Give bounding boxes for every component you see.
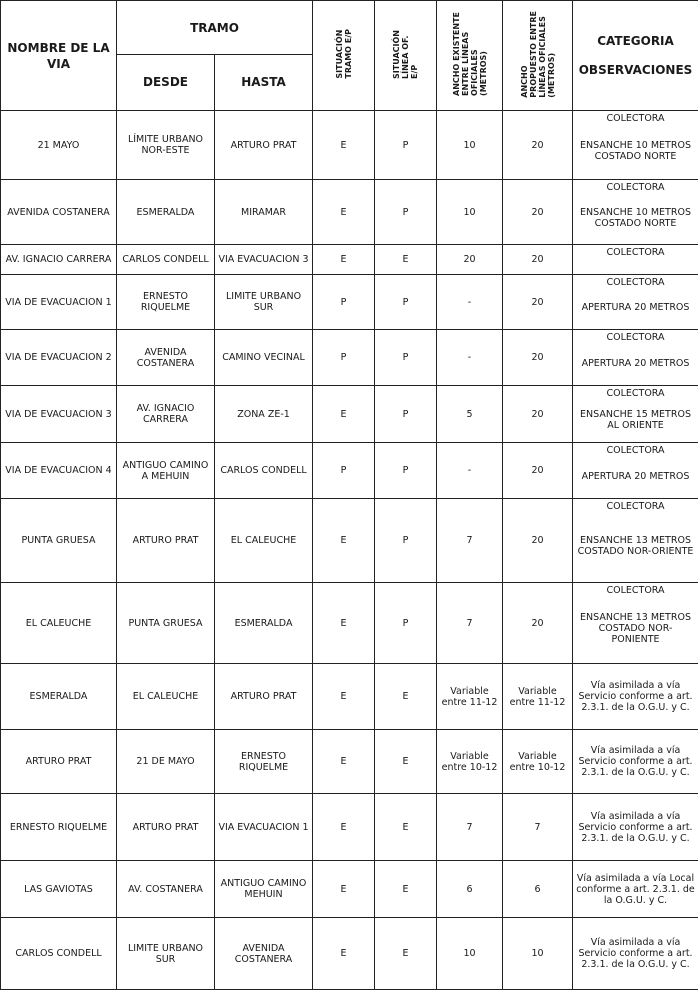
cell-hasta: ARTURO PRAT [215,664,313,730]
cell-ancho-existente: 5 [437,386,503,443]
cell-nombre: ESMERALDA [1,664,117,730]
cell-ancho-existente: 10 [437,918,503,990]
cell-situacion-tramo: E [313,180,375,245]
cell-categoria-observaciones [573,443,698,499]
cell-situacion-tramo: E [313,664,375,730]
observacion-text: ENSANCHE 15 METROS AL ORIENTE [575,409,696,431]
cell-ancho-propuesto: 20 [503,583,573,664]
categoria-label: COLECTORA [575,113,696,124]
table-row [1,330,698,386]
cell-categoria-observaciones [573,730,698,794]
observacion-text: ENSANCHE 10 METROS COSTADO NORTE [575,140,696,162]
header-situacion-tramo: SITUACIÓN TRAMO E/P [313,1,375,111]
header-tramo: TRAMO [117,1,313,55]
cell-ancho-propuesto: 20 [503,386,573,443]
observacion-text: ENSANCHE 10 METROS COSTADO NORTE [575,207,696,229]
header-categoria [573,1,698,111]
categoria-label: COLECTORA [575,501,696,512]
cell-situacion-tramo: P [313,330,375,386]
cell-ancho-existente: - [437,443,503,499]
cell-hasta: CARLOS CONDELL [215,443,313,499]
cell-hasta: VIA EVACUACION 3 [215,245,313,275]
table-row [1,386,698,443]
table-body [1,111,698,990]
cell-ancho-propuesto: 20 [503,499,573,583]
cell-desde: ESMERALDA [117,180,215,245]
cell-situacion-tramo: E [313,583,375,664]
cell-ancho-propuesto: 20 [503,443,573,499]
table-row [1,245,698,275]
cell-hasta: MIRAMAR [215,180,313,245]
cell-desde: LIMITE URBANO SUR [117,918,215,990]
cell-nombre: VIA DE EVACUACION 3 [1,386,117,443]
cell-hasta: ARTURO PRAT [215,111,313,180]
cell-ancho-propuesto: 20 [503,275,573,330]
header-situacion-linea: SITUACIÓN LÍNEA OF. E/P [375,1,437,111]
cell-ancho-existente: 7 [437,794,503,861]
categoria-label: COLECTORA [575,445,696,456]
cell-desde: ARTURO PRAT [117,794,215,861]
cell-situacion-tramo: E [313,499,375,583]
cell-ancho-propuesto: Variable entre 10-12 [503,730,573,794]
observacion-text: APERTURA 20 METROS [575,471,696,482]
cell-nombre: VIA DE EVACUACION 4 [1,443,117,499]
categoria-label: COLECTORA [575,388,696,399]
observacion-text: Vía asimilada a vía Local conforme a art. 2.3.1. de la O.G.U. y C. [575,873,696,906]
cell-situacion-linea: P [375,443,437,499]
cell-categoria-observaciones [573,386,698,443]
observacion-text: ENSANCHE 13 METROS COSTADO NOR-ORIENTE [575,535,696,557]
cell-nombre: EL CALEUCHE [1,583,117,664]
header-ancho-propuesto: ANCHO PROPUESTO ENTRE LÍNEAS OFICIALES (METROS) [503,1,573,111]
cell-ancho-existente: 10 [437,111,503,180]
table-row [1,861,698,918]
cell-ancho-existente: 6 [437,861,503,918]
cell-categoria-observaciones [573,111,698,180]
cell-hasta: ESMERALDA [215,583,313,664]
cell-ancho-propuesto: 20 [503,330,573,386]
cell-hasta: EL CALEUCHE [215,499,313,583]
cell-desde: ARTURO PRAT [117,499,215,583]
cell-desde: LÍMITE URBANO NOR-ESTE [117,111,215,180]
cell-hasta: ERNESTO RIQUELME [215,730,313,794]
categoria-label: COLECTORA [575,182,696,193]
cell-situacion-tramo: E [313,111,375,180]
cell-situacion-linea: P [375,583,437,664]
header-observaciones-label: OBSERVACIONES [575,65,696,76]
cell-ancho-propuesto: 20 [503,245,573,275]
cell-situacion-linea: E [375,730,437,794]
cell-situacion-linea: E [375,794,437,861]
cell-categoria-observaciones [573,245,698,275]
cell-nombre: 21 MAYO [1,111,117,180]
cell-desde: PUNTA GRUESA [117,583,215,664]
cell-ancho-existente: Variable entre 11-12 [437,664,503,730]
cell-desde: ANTIGUO CAMINO A MEHUIN [117,443,215,499]
cell-situacion-tramo: E [313,730,375,794]
categoria-label: COLECTORA [575,277,696,288]
cell-categoria-observaciones [573,275,698,330]
cell-categoria-observaciones [573,583,698,664]
table-row [1,443,698,499]
cell-hasta: LIMITE URBANO SUR [215,275,313,330]
cell-situacion-tramo: E [313,918,375,990]
cell-hasta: ANTIGUO CAMINO MEHUIN [215,861,313,918]
cell-nombre: ERNESTO RIQUELME [1,794,117,861]
cell-situacion-tramo: P [313,275,375,330]
observacion-text: ENSANCHE 13 METROS COSTADO NOR-PONIENTE [575,612,696,645]
cell-categoria-observaciones [573,918,698,990]
header-desde: DESDE [117,55,215,111]
cell-ancho-existente: 10 [437,180,503,245]
table-row [1,664,698,730]
cell-desde: AV. IGNACIO CARRERA [117,386,215,443]
cell-situacion-linea: E [375,245,437,275]
observacion-text: APERTURA 20 METROS [575,302,696,313]
cell-ancho-existente: 7 [437,583,503,664]
categoria-label: COLECTORA [575,332,696,343]
cell-hasta: CAMINO VECINAL [215,330,313,386]
table-row [1,583,698,664]
categoria-label: COLECTORA [575,247,696,258]
table-row [1,918,698,990]
cell-nombre: VIA DE EVACUACION 2 [1,330,117,386]
cell-situacion-linea: P [375,386,437,443]
cell-nombre: CARLOS CONDELL [1,918,117,990]
cell-ancho-propuesto: 7 [503,794,573,861]
cell-ancho-propuesto: 6 [503,861,573,918]
cell-nombre: ARTURO PRAT [1,730,117,794]
cell-desde: ERNESTO RIQUELME [117,275,215,330]
cell-ancho-propuesto: Variable entre 11-12 [503,664,573,730]
cell-nombre: PUNTA GRUESA [1,499,117,583]
cell-categoria-observaciones [573,330,698,386]
observacion-text: Vía asimilada a vía Servicio conforme a art. 2.3.1. de la O.G.U. y C. [575,680,696,713]
cell-situacion-linea: E [375,664,437,730]
table-row [1,499,698,583]
observacion-text: Vía asimilada a vía Servicio conforme a art. 2.3.1. de la O.G.U. y C. [575,745,696,778]
cell-situacion-tramo: E [313,386,375,443]
cell-nombre: AVENIDA COSTANERA [1,180,117,245]
observacion-text: Vía asimilada a vía Servicio conforme a art. 2.3.1. de la O.G.U. y C. [575,937,696,970]
table-row [1,730,698,794]
cell-hasta: AVENIDA COSTANERA [215,918,313,990]
cell-nombre: LAS GAVIOTAS [1,861,117,918]
cell-situacion-tramo: E [313,794,375,861]
cell-desde: AV. COSTANERA [117,861,215,918]
cell-nombre: VIA DE EVACUACION 1 [1,275,117,330]
cell-ancho-propuesto: 10 [503,918,573,990]
cell-nombre: AV. IGNACIO CARRERA [1,245,117,275]
cell-categoria-observaciones [573,180,698,245]
cell-desde: EL CALEUCHE [117,664,215,730]
observacion-text: Vía asimilada a vía Servicio conforme a art. 2.3.1. de la O.G.U. y C. [575,811,696,844]
cell-situacion-linea: P [375,111,437,180]
table-row [1,111,698,180]
table-row [1,794,698,861]
cell-categoria-observaciones [573,664,698,730]
cell-situacion-linea: P [375,330,437,386]
cell-hasta: ZONA ZE-1 [215,386,313,443]
cell-ancho-existente: 20 [437,245,503,275]
cell-ancho-existente: - [437,330,503,386]
cell-hasta: VIA EVACUACION 1 [215,794,313,861]
cell-situacion-linea: E [375,918,437,990]
cell-ancho-existente: 7 [437,499,503,583]
cell-ancho-propuesto: 20 [503,111,573,180]
cell-situacion-linea: E [375,861,437,918]
table-row [1,275,698,330]
cell-categoria-observaciones [573,499,698,583]
cell-ancho-existente: - [437,275,503,330]
cell-situacion-linea: P [375,499,437,583]
table-row [1,180,698,245]
cell-categoria-observaciones [573,861,698,918]
cell-desde: AVENIDA COSTANERA [117,330,215,386]
cell-ancho-propuesto: 20 [503,180,573,245]
cell-situacion-linea: P [375,275,437,330]
cell-situacion-tramo: E [313,861,375,918]
cell-desde: 21 DE MAYO [117,730,215,794]
header-nombre: NOMBRE DE LA VIA [1,1,117,111]
cell-categoria-observaciones [573,794,698,861]
header-ancho-existente: ANCHO EXISTENTE ENTRE LÍNEAS OFICIALES (METROS) [437,1,503,111]
categoria-label: COLECTORA [575,585,696,596]
header-categoria-label: CATEGORIA [575,36,696,47]
cell-situacion-linea: P [375,180,437,245]
cell-desde: CARLOS CONDELL [117,245,215,275]
cell-situacion-tramo: E [313,245,375,275]
observacion-text: APERTURA 20 METROS [575,358,696,369]
header-hasta: HASTA [215,55,313,111]
cell-ancho-existente: Variable entre 10-12 [437,730,503,794]
cell-situacion-tramo: P [313,443,375,499]
